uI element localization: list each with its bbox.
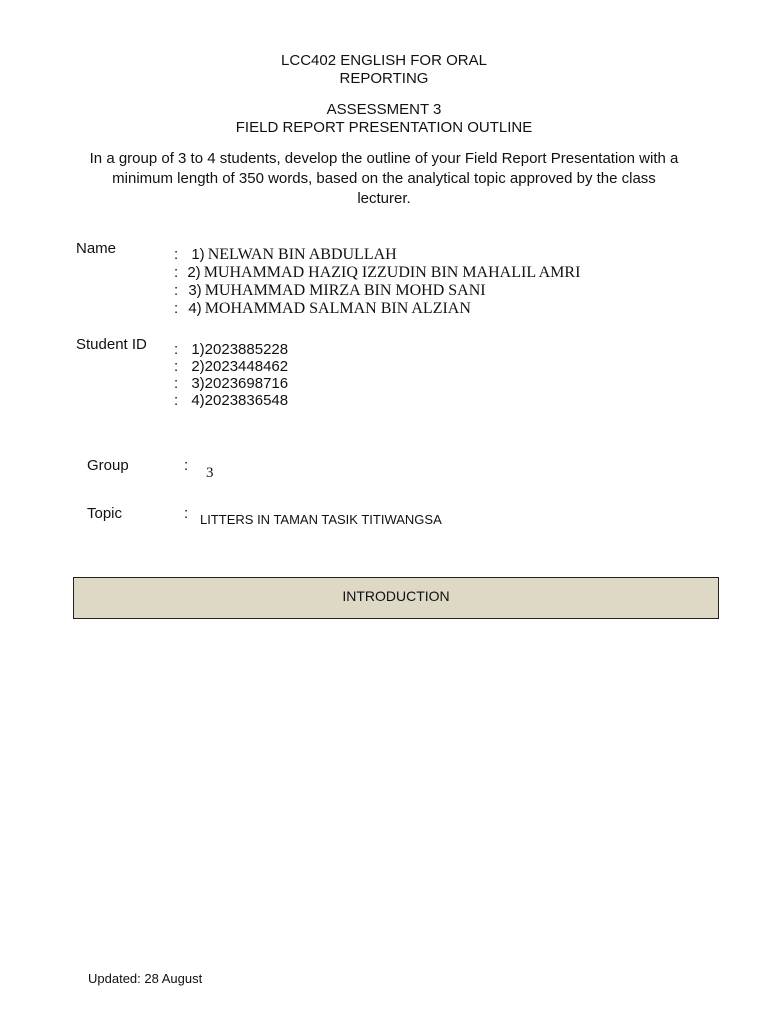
student-id-label: Student ID xyxy=(76,336,147,353)
name-colon: : xyxy=(174,282,179,299)
student-id-colon: : xyxy=(174,392,179,409)
group-colon: : xyxy=(184,457,189,474)
name-number: 1) xyxy=(191,246,205,263)
name-number: 2) xyxy=(187,264,201,281)
course-title-line1: LCC402 ENGLISH FOR ORAL xyxy=(281,52,487,69)
member-name: MOHAMMAD SALMAN BIN ALZIAN xyxy=(204,300,471,317)
topic-colon: : xyxy=(184,505,189,522)
footer-text: Updated: 28 August xyxy=(88,971,203,986)
name-colon: : xyxy=(174,246,179,263)
course-title xyxy=(0,52,768,88)
assessment-title: ASSESSMENT 3 xyxy=(326,101,442,118)
student-id-entry xyxy=(174,392,288,409)
student-id-entry xyxy=(174,375,288,392)
member-name: MUHAMMAD MIRZA BIN MOHD SANI xyxy=(204,282,486,299)
instruction-line-2: minimum length of 350 words, based on the analytical topic approved by the class xyxy=(112,170,656,187)
instruction-line-1: In a group of 3 to 4 students, develop the outline of your Field Report Presentation with a xyxy=(89,150,679,167)
name-entry xyxy=(174,300,471,318)
topic-label: Topic xyxy=(87,505,123,522)
name-entry xyxy=(174,264,580,282)
name-colon: : xyxy=(174,264,179,281)
name-colon: : xyxy=(174,300,179,317)
footer-updated xyxy=(88,970,203,986)
student-id-colon: : xyxy=(174,341,179,358)
student-id-value: 3)2023698716 xyxy=(191,375,289,392)
member-name: MUHAMMAD HAZIQ IZZUDIN BIN MAHALIL AMRI xyxy=(203,264,581,281)
assessment-subtitle: FIELD REPORT PRESENTATION OUTLINE xyxy=(235,119,533,136)
introduction-heading: INTRODUCTION xyxy=(342,588,450,604)
topic-value: LITTERS IN TAMAN TASIK TITIWANGSA xyxy=(200,512,442,527)
student-id-value: 1)2023885228 xyxy=(191,341,289,358)
student-id-colon: : xyxy=(174,375,179,392)
group-value: 3 xyxy=(206,465,214,481)
member-name: NELWAN BIN ABDULLAH xyxy=(207,246,397,263)
name-number: 3) xyxy=(188,282,202,299)
student-id-value: 2)2023448462 xyxy=(191,358,289,375)
student-id-value: 4)2023836548 xyxy=(191,392,289,409)
name-entry xyxy=(174,282,486,300)
course-title-line2: REPORTING xyxy=(339,70,429,87)
group-label: Group xyxy=(87,457,129,474)
student-id-entry xyxy=(174,341,288,358)
introduction-section xyxy=(73,577,719,619)
name-label: Name xyxy=(76,240,117,257)
student-id-colon: : xyxy=(174,358,179,375)
instructions xyxy=(0,149,768,209)
name-number: 4) xyxy=(188,300,202,317)
instruction-line-3: lecturer. xyxy=(357,190,411,207)
assessment-heading xyxy=(0,101,768,137)
name-entry xyxy=(174,246,397,264)
student-id-entry xyxy=(174,358,288,375)
